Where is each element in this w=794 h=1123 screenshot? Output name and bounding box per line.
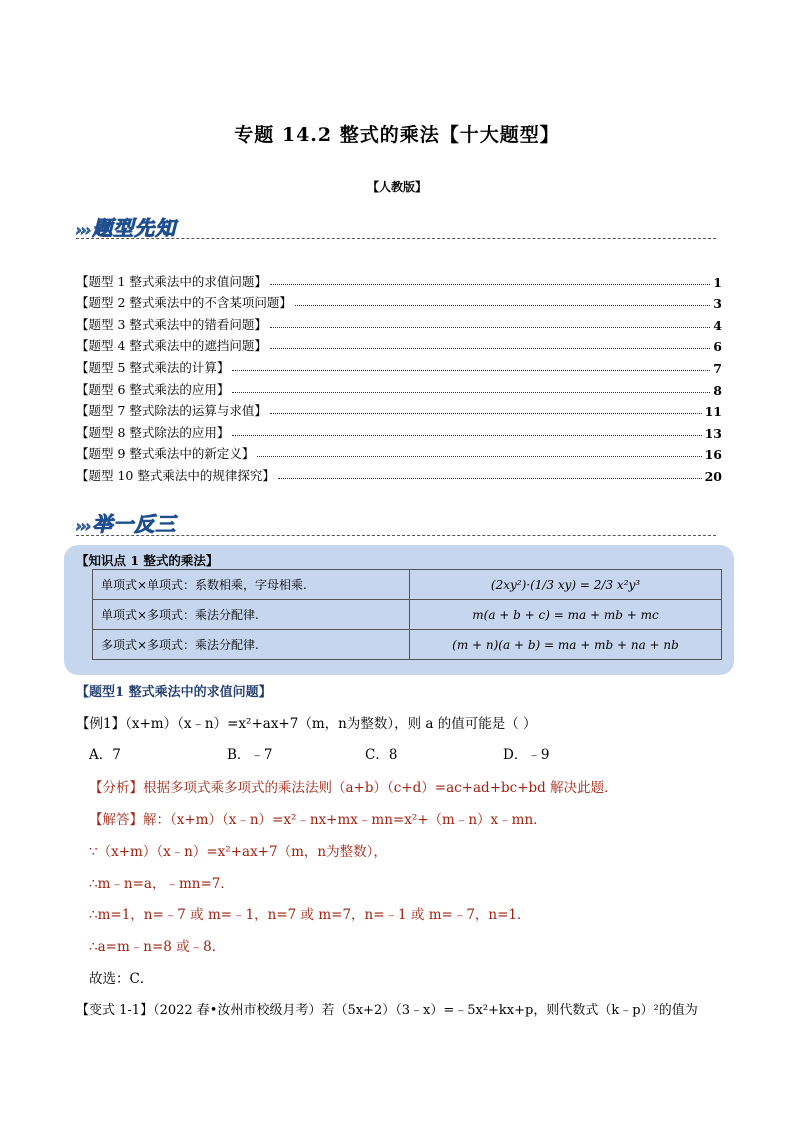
- banner-text: 举一反三: [92, 512, 177, 536]
- toc-label: 【题型 7 整式除法的运算与求值】: [76, 403, 267, 419]
- toc-item[interactable]: [76, 398, 722, 420]
- option-c[interactable]: C．8: [365, 747, 398, 763]
- toc-label: 【题型 9 整式乘法中的新定义】: [76, 446, 255, 462]
- solution-step: ∴a=m﹣n=8 或﹣8．: [89, 939, 226, 955]
- toc-item[interactable]: [76, 441, 722, 463]
- table-row: [93, 630, 722, 660]
- toc-leader: [232, 392, 710, 393]
- toc-label: 【题型 4 整式乘法中的遮挡问题】: [76, 338, 267, 354]
- toc-label: 【题型 6 整式乘法的应用】: [76, 381, 230, 397]
- rule-cell: 单项式×单项式：系数相乘，字母相乘.: [93, 570, 410, 600]
- answer-options: [89, 743, 641, 763]
- divider: [76, 535, 716, 536]
- toc-item[interactable]: [76, 419, 722, 441]
- toc-page: 20: [704, 468, 722, 484]
- toc-leader: [257, 456, 701, 457]
- toc-label: 【题型 1 整式乘法中的求值问题】: [76, 273, 267, 289]
- toc-item[interactable]: [76, 311, 722, 333]
- toc-item[interactable]: [76, 290, 722, 312]
- toc-leader: [232, 370, 710, 371]
- toc-label: 【题型 10 整式乘法中的规律探究】: [76, 467, 275, 483]
- knowledge-table: [92, 569, 722, 660]
- variant-question: 【变式 1-1】（2022 春•汝州市校级月考）若（5x+2）（3﹣x）=﹣5x²+kx+p，则代数式（k﹣p）²的值为: [76, 1003, 698, 1018]
- option-a[interactable]: A．7: [89, 747, 121, 763]
- table-of-contents: [76, 268, 722, 484]
- toc-page: 13: [704, 425, 722, 441]
- toc-page: 11: [704, 404, 722, 420]
- toc-item[interactable]: [76, 333, 722, 355]
- toc-item[interactable]: [76, 268, 722, 290]
- toc-leader: [278, 478, 702, 479]
- toc-page: 7: [713, 360, 722, 376]
- toc-label: 【题型 3 整式乘法中的错看问题】: [76, 316, 267, 332]
- option-b[interactable]: B．﹣7: [227, 747, 273, 763]
- rule-cell: 单项式×多项式：乘法分配律.: [93, 600, 410, 630]
- solution-step: ∴m﹣n=a，﹣mn=7．: [89, 876, 234, 892]
- toc-page: 1: [713, 274, 722, 290]
- triple-arrow-icon: ›››: [76, 223, 91, 239]
- banner-question-types: [76, 212, 176, 241]
- toc-page: 8: [713, 382, 722, 398]
- solution-step: ∵（x+m）（x﹣n）=x²+ax+7（m，n为整数），: [89, 844, 387, 860]
- option-d[interactable]: D．﹣9: [503, 747, 550, 763]
- toc-leader: [232, 435, 701, 436]
- page-title: 专题 14.2 整式的乘法【十大题型】: [234, 124, 560, 146]
- toc-item[interactable]: [76, 354, 722, 376]
- toc-leader: [270, 284, 710, 285]
- toc-item[interactable]: [76, 376, 722, 398]
- rule-cell: 多项式×多项式：乘法分配律.: [93, 630, 410, 660]
- toc-page: 4: [713, 317, 722, 333]
- example-question: 【例1】（x+m）（x﹣n）=x²+ax+7（m，n为整数），则 a 的值可能是（ ）: [76, 716, 537, 732]
- edition-label: 【人教版】: [366, 180, 427, 194]
- toc-label: 【题型 8 整式除法的应用】: [76, 424, 230, 440]
- banner-practice: [76, 508, 176, 537]
- formula-cell: (2xy²)·(1/3 xy) = 2/3 x²y³: [410, 570, 722, 600]
- table-row: [93, 570, 722, 600]
- answer-text: 【解答】解：（x+m）（x﹣n）=x²﹣nx+mx﹣mn=x²+（m﹣n）x﹣mn．: [89, 812, 547, 828]
- knowledge-title: 【知识点 1 整式的乘法】: [76, 553, 219, 568]
- formula-cell: (m + n)(a + b) = ma + mb + na + nb: [410, 630, 722, 660]
- toc-leader: [270, 348, 710, 349]
- toc-leader: [295, 305, 710, 306]
- toc-page: 6: [713, 339, 722, 355]
- toc-item[interactable]: [76, 462, 722, 484]
- banner-text: 题型先知: [92, 216, 177, 240]
- section-heading: 【题型1 整式乘法中的求值问题】: [76, 685, 272, 700]
- formula-cell: m(a + b + c) = ma + mb + mc: [410, 600, 722, 630]
- toc-label: 【题型 5 整式乘法的计算】: [76, 359, 230, 375]
- solution-step: ∴m=1，n=﹣7 或 m=﹣1，n=7 或 m=7，n=﹣1 或 m=﹣7，n=1．: [89, 907, 531, 923]
- divider: [76, 238, 716, 239]
- toc-page: 3: [713, 296, 722, 312]
- final-choice: 故选：C．: [89, 971, 154, 987]
- analysis-text: 【分析】根据多项式乘多项式的乘法法则（a+b）（c+d）=ac+ad+bc+bd 解决此题．: [89, 780, 618, 796]
- toc-leader: [270, 413, 702, 414]
- toc-leader: [270, 327, 710, 328]
- table-row: [93, 600, 722, 630]
- toc-label: 【题型 2 整式乘法中的不含某项问题】: [76, 295, 292, 311]
- toc-page: 16: [704, 447, 722, 463]
- triple-arrow-icon: ›››: [76, 519, 91, 535]
